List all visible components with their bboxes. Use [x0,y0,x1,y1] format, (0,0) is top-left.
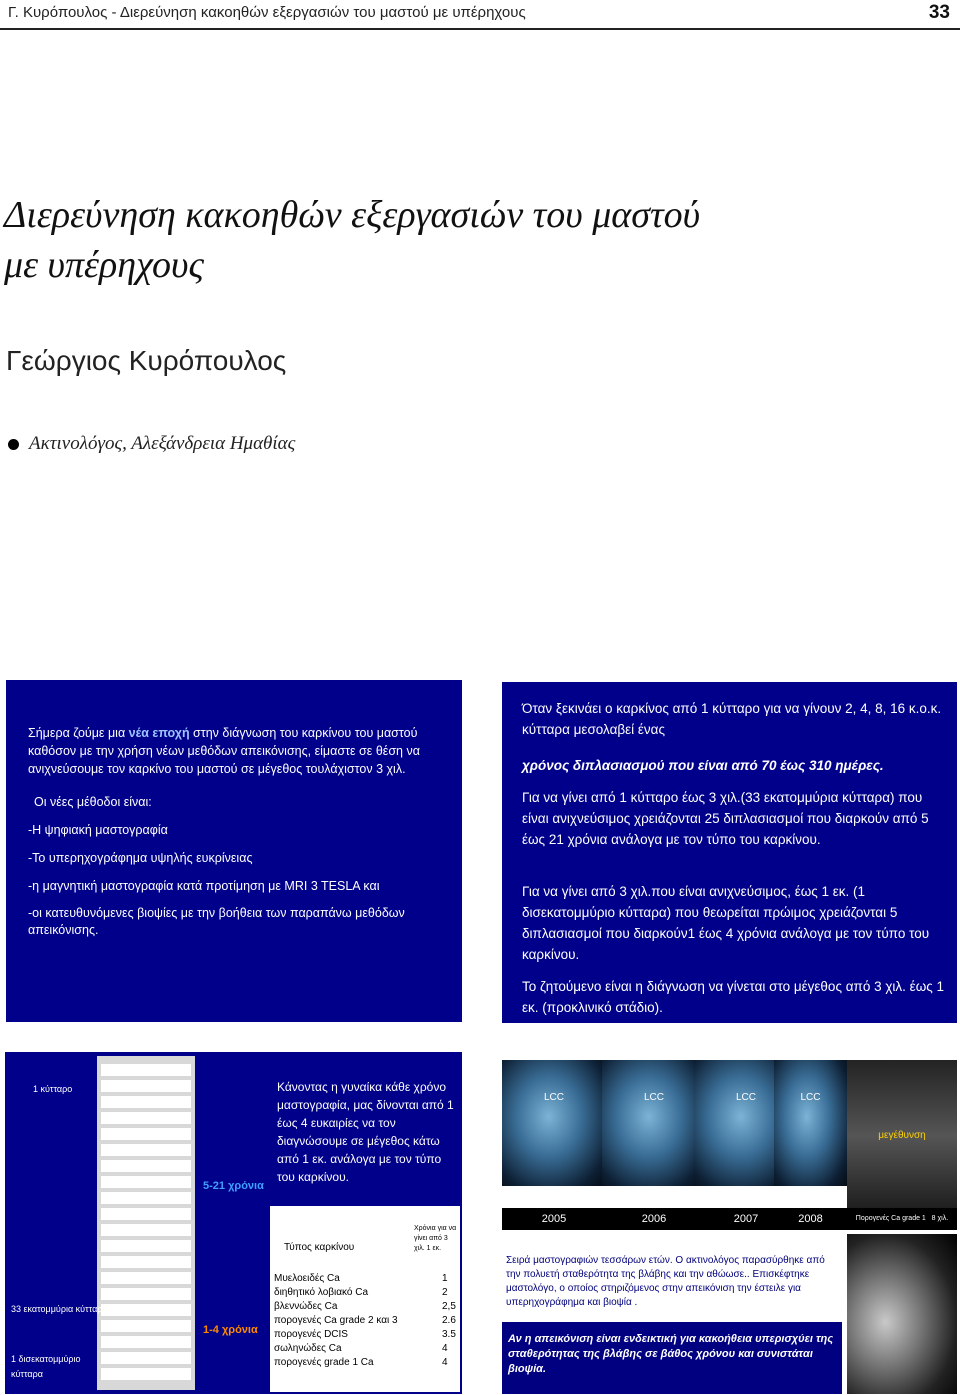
table-row-type: πορογενές grade 1 Ca [274,1357,374,1368]
table-row-type: πορογενές Ca grade 2 και 3 [274,1315,398,1326]
slide2-p1: Όταν ξεκινάει ο καρκίνος από 1 κύτταρο για να γίνουν 2, 4, 8, 16 κ.ο.κ. κύτταρα μεσολαβεί ένας [522,701,942,737]
year-label: 2006 [602,1208,706,1230]
label-one-cell: 1 κύτταρο [33,1084,73,1094]
slide1-intro-end: στην διάγνωση του καρκίνου του μαστού καθόσον με την χρήση νέων μεθόδων απεικόνισης, είμαστε σε θέση να ανιχνεύσουμε τον καρκίνο του μαστού σε μέγεθος τουλάχιστον 3 χιλ. [28,726,420,776]
ultrasound-image [847,1060,957,1212]
table-row [101,1336,191,1348]
table-row-years: 2.6 [442,1315,456,1326]
label-1-billion-cells: 1 δισεκατομμύριο κύτταρα [11,1354,81,1379]
slide2-p4: Για να γίνει από 3 χιλ.που είναι ανιχνεύσιμος, έως 1 εκ. (1 δισεκατομμύριο κύτταρα) που θεωρείται πρώιμος χρειάζονται 5 διπλασιασμοί που διαρκούν1 έως 4 χρόνια ανάλογα με τον τύπο του καρκίνου. [522,884,930,962]
slide2-p3: Για να γίνει από 1 κύτταρο έως 3 χιλ.(33 εκατομμύρια κύτταρα) που είναι ανιχνεύσιμος χρειάζονται 25 διπλασιασμοί που διαρκούν από 5 έως 21 χρόνια ανάλογα με τον τύπο του καρκίνου. [522,790,929,847]
table-row-years: 2 [442,1287,448,1298]
table-row [101,1240,191,1252]
slide-mammography-series [502,1052,957,1394]
table-row [101,1144,191,1156]
grade-label-text: Πορογενές Ca grade 1 [855,1215,926,1222]
table-row [101,1208,191,1220]
table-row-type: διηθητικό λοβιακό Ca [274,1287,369,1298]
table-row [101,1080,191,1092]
slide1-method-2: -Το υπερηχογράφημα υψηλής ευκρίνειας [28,851,253,865]
affiliation [8,433,295,455]
mammogram-image [602,1060,706,1186]
slide1-methods-heading: Οι νέες μέθοδοι είναι: [34,795,152,809]
bullet-icon [8,439,19,450]
cancer-type-table [270,1206,460,1392]
page-number: 33 [928,2,950,23]
slide4-caption: Σειρά μαστογραφιών τεσσάρων ετών. Ο ακτινολόγος παρασύρθηκε από την πολυετή σταθερότητα της βλάβης και την αθώωσε.. Επισκέφτηκε μαστολόγο, ο οποίος στηριζόμενος στην απεικόνιση την έστειλε για υπερηχογράφημα και βιοψία . [506,1255,825,1308]
table-row-type: Μυελοειδές Ca [274,1273,340,1284]
size-label: 8 χιλ. [931,1215,949,1222]
table-row [101,1112,191,1124]
slide-doubling-table [5,1052,462,1394]
table-row-years: 3.5 [442,1329,456,1340]
mammogram-image [774,1060,847,1186]
table-row [101,1192,191,1204]
year-label: 2008 [774,1208,847,1230]
year-label: 2007 [694,1208,798,1230]
article-title-line1: Διερεύνηση κακοηθών εξεργασιών του μαστού [4,194,701,236]
table-row [101,1224,191,1236]
running-header: Γ. Κυρόπουλος - Διερεύνηση κακοηθών εξεργασιών του μαστού με υπέρηχους [8,4,526,21]
label-5-21-years: 5-21 χρόνια [203,1180,264,1192]
table-header-years: Χρόνια για να γίνει από 3 χιλ. 1 εκ. [414,1225,457,1252]
slide1-method-3: -η μαγνητική μαστογραφία κατά προτίμηση με MRI 3 TESLA και [28,879,380,893]
table-row-years: 4 [442,1343,448,1354]
table-row [101,1176,191,1188]
table-row-years: 1 [442,1273,448,1284]
table-row-years: 4 [442,1357,448,1368]
table-header-type: Τύπος καρκίνου [284,1242,355,1253]
year-label: 2005 [502,1208,606,1230]
table-row-type: σωληνώδες Ca [274,1343,342,1354]
article-title [4,190,700,290]
table-row [101,1096,191,1108]
slide1-method-4: -οι κατευθυνόμενες βιοψίες με την βοήθεια των παραπάνω μεθόδων απεικόνισης. [28,906,405,937]
slide1-method-1: -Η ψηφιακή μαστογραφία [28,823,168,837]
table-row-years: 2,5 [442,1301,456,1312]
slide2-p5: Το ζητούμενο είναι η διάγνωση να γίνεται στο μέγεθος από 3 χιλ. έως 1 εκ. (προκλινικό στάδιο). [522,979,944,1015]
slide2-p2: χρόνος διπλασιασμού που είναι από 70 έως 310 ημέρες. [522,758,884,773]
table-row [101,1320,191,1332]
view-label: LCC [735,1092,756,1103]
slide4-callout-text: Αν η απεικόνιση είναι ενδεικτική για κακοήθεια υπερισχύει της σταθερότητας της βλάβης σε βάθος χρόνου και συνιστάται βιοψία. [508,1333,834,1375]
slide-new-methods [6,680,462,1022]
table-row [101,1288,191,1300]
slide1-intro [28,724,446,778]
label-1-4-years: 1-4 χρόνια [203,1324,258,1336]
view-label: LCC [800,1092,821,1103]
magnification-label: μεγέθυνση [878,1130,926,1141]
grade-label [847,1208,957,1230]
affiliation-text: Ακτινολόγος, Αλεξάνδρεια Ημαθίας [29,433,296,454]
table-row [101,1368,191,1380]
label-33-million-cells: 33 εκατομμύρια κύτταρα [11,1304,108,1314]
author-name: Γεώργιος Κυρόπουλος [6,345,287,376]
table-row [101,1064,191,1076]
table-row [101,1256,191,1268]
mammogram-closeup-image [847,1234,957,1394]
slide3-side-text: Κάνοντας η γυναίκα κάθε χρόνο μαστογραφία, μας δίνονται από 1 έως 4 ευκαιρίες να τον διαγνώσουμε σε μέγεθος κάτω από 1 εκ. ανάλογα με τον τύπο του καρκίνου. [277,1080,454,1184]
view-label: LCC [543,1092,564,1103]
doubling-table-image [97,1056,195,1390]
table-row-type: βλεννώδες Ca [274,1301,338,1312]
table-row-type: πορογενές DCIS [274,1329,348,1340]
article-title-line2: με υπέρηχους [4,244,204,286]
table-row [101,1160,191,1172]
header-divider [0,28,960,30]
slide1-intro-start: Σήμερα ζούμε μια [28,726,129,740]
table-row [101,1304,191,1316]
table-row [101,1352,191,1364]
table-row [101,1272,191,1284]
slide-doubling-time [502,682,957,1023]
mammogram-image [502,1060,606,1186]
slide1-intro-highlight: νέα εποχή [128,726,190,740]
table-row [101,1128,191,1140]
view-label: LCC [643,1092,664,1103]
slide4-callout [502,1322,842,1394]
